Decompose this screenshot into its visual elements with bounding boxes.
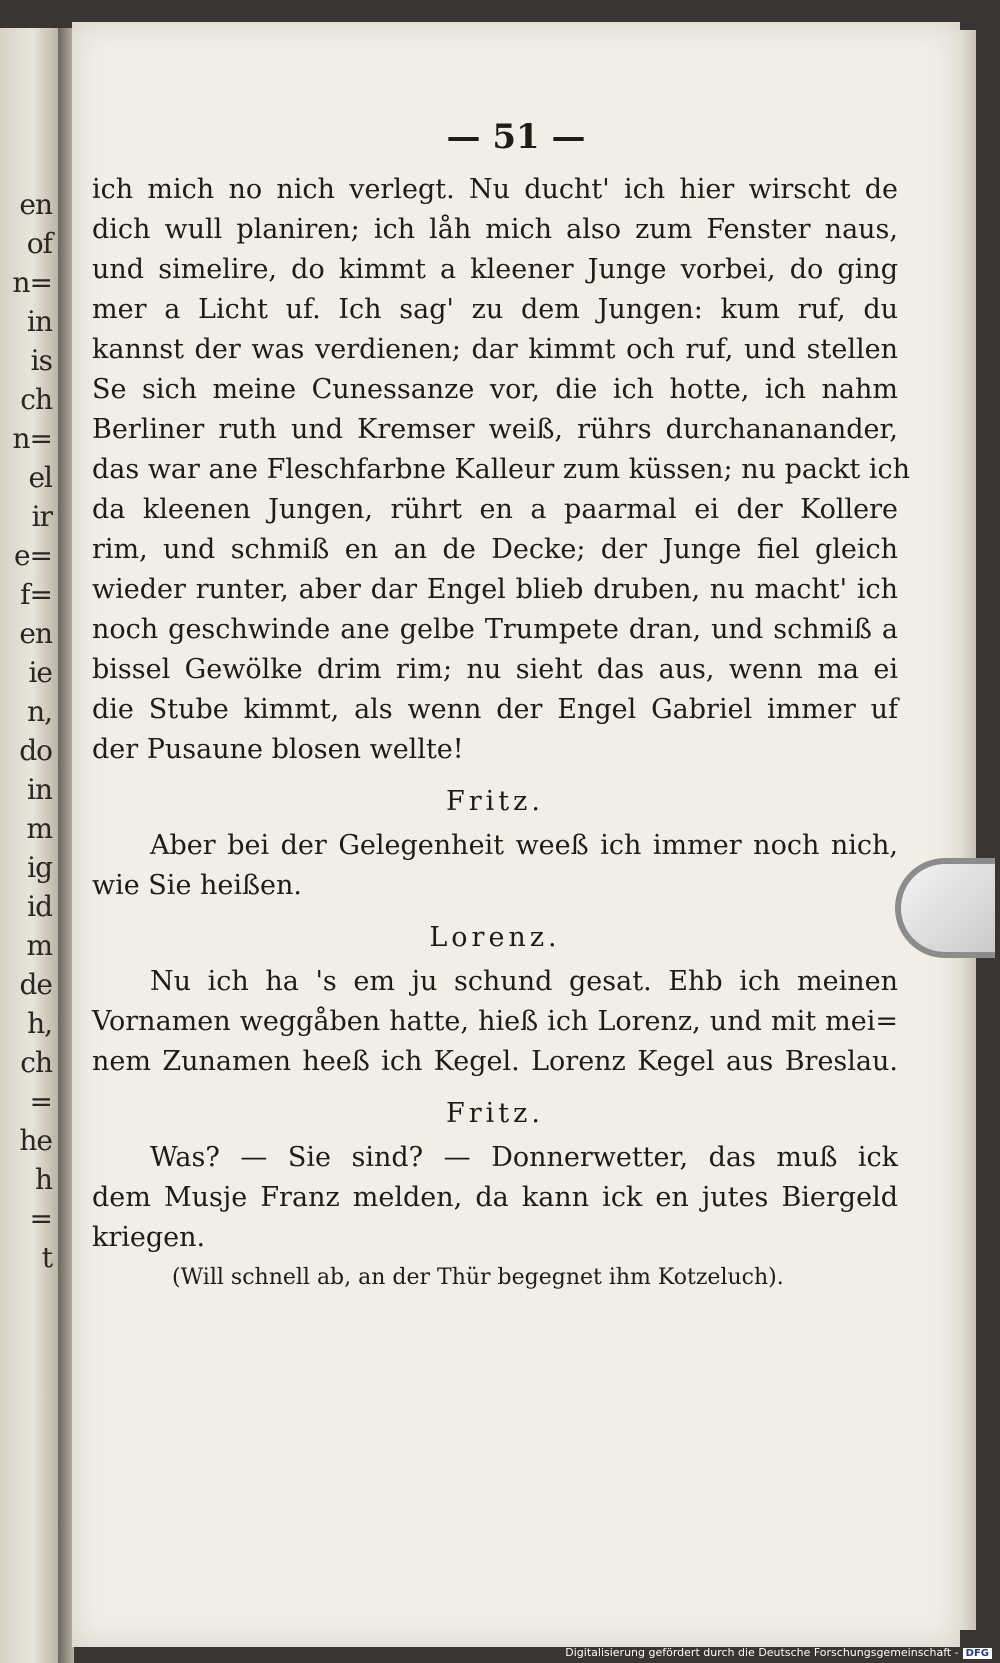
left-page-fragment: en: [19, 188, 52, 221]
credit-text: Digitalisierung gefördert durch die Deutsche Forschungsgemeinschaft -: [565, 1646, 959, 1659]
left-page-fragment: of: [26, 227, 52, 260]
speaker-name: Lorenz.: [429, 922, 561, 953]
text-line: Berliner ruth und Kremser weiß, rührs durchananander,: [92, 414, 898, 445]
left-page-fragment: m: [26, 929, 52, 962]
left-page-fragment: id: [27, 890, 52, 923]
left-page-fragment: he: [19, 1124, 52, 1157]
speaker-name: Fritz.: [446, 1098, 544, 1129]
left-page-fragment: ie: [28, 656, 52, 689]
text-line: das war ane Fleschfarbne Kalleur zum küssen; nu packt ich: [92, 454, 911, 485]
text-line: noch geschwinde ane gelbe Trumpete dran, und schmiß a: [92, 614, 898, 645]
text-line: Se sich meine Cunessanze vor, die ich hotte, ich nahm: [92, 374, 898, 405]
text-line: wie Sie heißen.: [92, 870, 302, 901]
left-page-fragment: h: [34, 1163, 52, 1196]
text-line: der Pusaune blosen wellte!: [92, 734, 464, 765]
text-line: und simelire, do kimmt a kleener Junge vorbei, do ging: [92, 254, 898, 285]
text-line: Vornamen weggåben hatte, hieß ich Lorenz, und mit mei=: [92, 1006, 898, 1037]
text-line: kannst der was verdienen; dar kimmt och ruf, und stellen: [92, 334, 898, 365]
text-line: nem Zunamen heeß ich Kegel. Lorenz Kegel aus Breslau.: [92, 1046, 898, 1077]
left-page-fragment: h,: [27, 1007, 52, 1040]
left-page-fragment: do: [19, 734, 52, 767]
left-page-fragment: f=: [20, 578, 52, 611]
left-page-fragment: n=: [12, 266, 52, 299]
text-line: kriegen.: [92, 1222, 206, 1253]
dfg-logo: DFG: [963, 1648, 992, 1659]
digitization-credit: [565, 1646, 992, 1659]
left-page-fragment: is: [30, 344, 52, 377]
paper-clip: [895, 858, 995, 958]
text-line: ich mich no nich verlegt. Nu ducht' ich hier wirscht de: [92, 174, 898, 205]
text-line: dich wull planiren; ich låh mich also zum Fenster naus,: [92, 214, 898, 245]
stage-direction: (Will schnell ab, an der Thür begegnet ihm Kotzeluch).: [172, 1265, 784, 1290]
left-page-fragment: in: [27, 773, 52, 806]
page-number: — 51 —: [446, 117, 586, 157]
text-line: Aber bei der Gelegenheit weeß ich immer noch nich,: [150, 830, 898, 861]
text-line: da kleenen Jungen, rührt en a paarmal ei der Kollere: [92, 494, 898, 525]
left-page-fragment: m: [26, 812, 52, 845]
left-page-fragment: ir: [31, 500, 52, 533]
left-page-fragment: ch: [20, 383, 52, 416]
left-page-fragment: ch: [20, 1046, 52, 1079]
text-line: die Stube kimmt, als wenn der Engel Gabriel immer uf: [92, 694, 898, 725]
left-page-fragment: e=: [13, 539, 52, 572]
left-page-fragment: de: [19, 968, 52, 1001]
text-line: mer a Licht uf. Ich sag' zu dem Jungen: kum ruf, du: [92, 294, 898, 325]
left-page-fragment: t: [41, 1241, 52, 1274]
text-line: bissel Gewölke drim rim; nu sieht das aus, wenn ma ei: [92, 654, 898, 685]
page-text: [92, 170, 911, 1298]
previous-page-edge: [0, 28, 58, 1663]
left-page-fragment: el: [28, 461, 52, 494]
page-stack-edge: [960, 30, 976, 1630]
text-line: Nu ich ha 's em ju schund gesat. Ehb ich meinen: [150, 966, 898, 997]
left-page-fragment: ig: [27, 851, 52, 884]
left-page-fragment: en: [19, 617, 52, 650]
left-page-fragment: n=: [12, 422, 52, 455]
speaker-name: Fritz.: [446, 786, 544, 817]
left-page-fragment: =: [29, 1202, 52, 1235]
text-line: dem Musje Franz melden, da kann ick en jutes Biergeld: [92, 1182, 898, 1213]
text-line: Was? — Sie sind? — Donnerwetter, das muß ick: [150, 1142, 898, 1173]
left-page-fragment: n,: [27, 695, 52, 728]
left-page-fragment: in: [27, 305, 52, 338]
left-page-fragment: =: [29, 1085, 52, 1118]
book-page: [72, 22, 960, 1647]
text-line: rim, und schmiß en an de Decke; der Junge fiel gleich: [92, 534, 898, 565]
text-line: wieder runter, aber dar Engel blieb druben, nu macht' ich: [92, 574, 898, 605]
